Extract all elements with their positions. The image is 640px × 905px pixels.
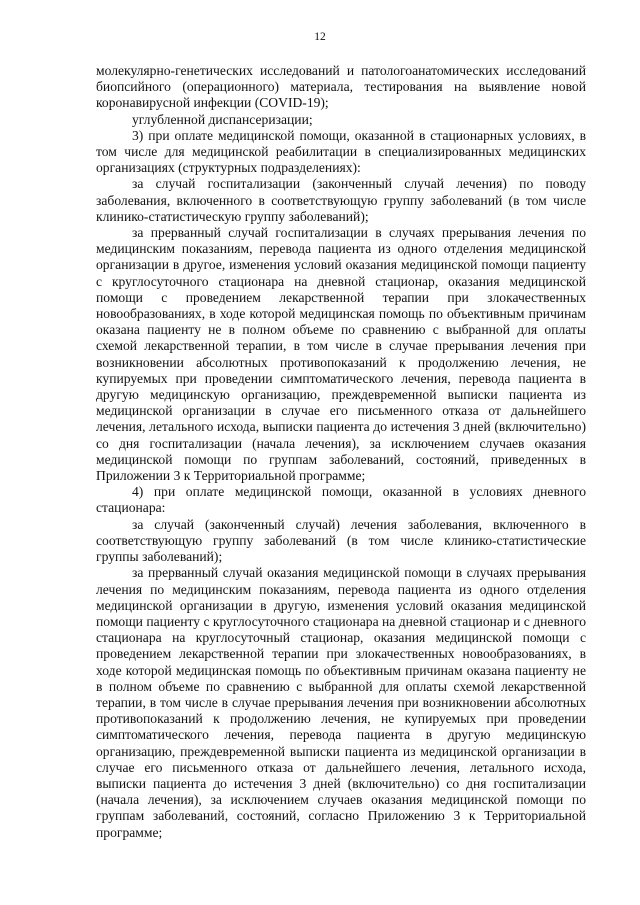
paragraph-2: углубленной диспансеризации;	[132, 111, 313, 127]
paragraph-4: за случай госпитализации (законченный случай лечения) по поводу заболевания, включенного в соответствующую группу заболеваний (в том числе клинико-статистическую группу заболеваний);	[96, 176, 586, 224]
paragraph-1: молекулярно-генетических исследований и патологоанатомических исследований биопсийного (операционного) материала, тестирования на выявление новой коронавирусной инфекции (COVID-19);	[96, 63, 586, 111]
paragraph-5: за прерванный случай госпитализации в случаях прерывания лечения по медицинским показаниям, перевода пациента из одного отделения медицинской организации в другое, изменения условий оказания медицинской помощи пациенту с круглосуточного стационара на дневной стационар, оказания медицинской помощи с проведением лекарственной терапии при злокачественных новообразованиях, в ходе которой медицинская помощь по объективным причинам оказана пациенту не в полном объеме по сравнению с выбранной для оплаты схемой лекарственной терапии, в том числе в случае прерывания лечения при возникновении абсолютных противопоказаний к продолжению лечения, не купируемых при проведении симптоматического лечения, перевода пациента в другую медицинскую организацию, преждевременной выписки пациента из медицинской организации в случае его письменного отказа от дальнейшего лечения, летального исхода, выписки пациента до истечения 3 дней (включительно) со дня госпитализации (начала лечения), за исключением случаев оказания медицинской помощи по группам заболеваний, состояний, приведенных в Приложении 3 к Территориальной программе;	[96, 225, 586, 484]
paragraph-7: за случай (законченный случай) лечения заболевания, включенного в соответствующую группу заболеваний (в том числе клинико-статистические группы заболеваний);	[96, 516, 586, 565]
paragraph-3: 3) при оплате медицинской помощи, оказанной в стационарных условиях, в том числе для медицинской реабилитации в специализированных медицинских организациях (структурных подразделениях):	[96, 127, 586, 176]
document-body	[96, 63, 586, 841]
page-number: 12	[314, 31, 326, 43]
paragraph-8: за прерванный случай оказания медицинской помощи в случаях прерывания лечения по медицинским показаниям, перевода пациента из одного отделения медицинской организации в другую, изменения условий оказания медицинской помощи пациенту с круглосуточного стационара на дневной стационар и с дневного стационара на круглосуточный стационар, оказания медицинской помощи с проведением лекарственной терапии при злокачественных новообразованиях, в ходе которой медицинская помощь по объективным причинам оказана пациенту не в полном объеме по сравнению с выбранной для оплаты схемой лекарственной терапии, в том числе в случае прерывания лечения при возникновении абсолютных противопоказаний к продолжению лечения, не купируемых при проведении симптоматического лечения, перевода пациента в другую медицинскую организацию, преждевременной выписки пациента из медицинской организации в случае его письменного отказа от дальнейшего лечения, летального исхода, выписки пациента до истечения 3 дней (включительно) со дня госпитализации (начала лечения), за исключением случаев оказания медицинской помощи по группам заболеваний, состояний, согласно Приложению 3 к Территориальной программе;	[96, 565, 586, 840]
paragraph-6: 4) при оплате медицинской помощи, оказанной в условиях дневного стационара:	[96, 484, 586, 516]
